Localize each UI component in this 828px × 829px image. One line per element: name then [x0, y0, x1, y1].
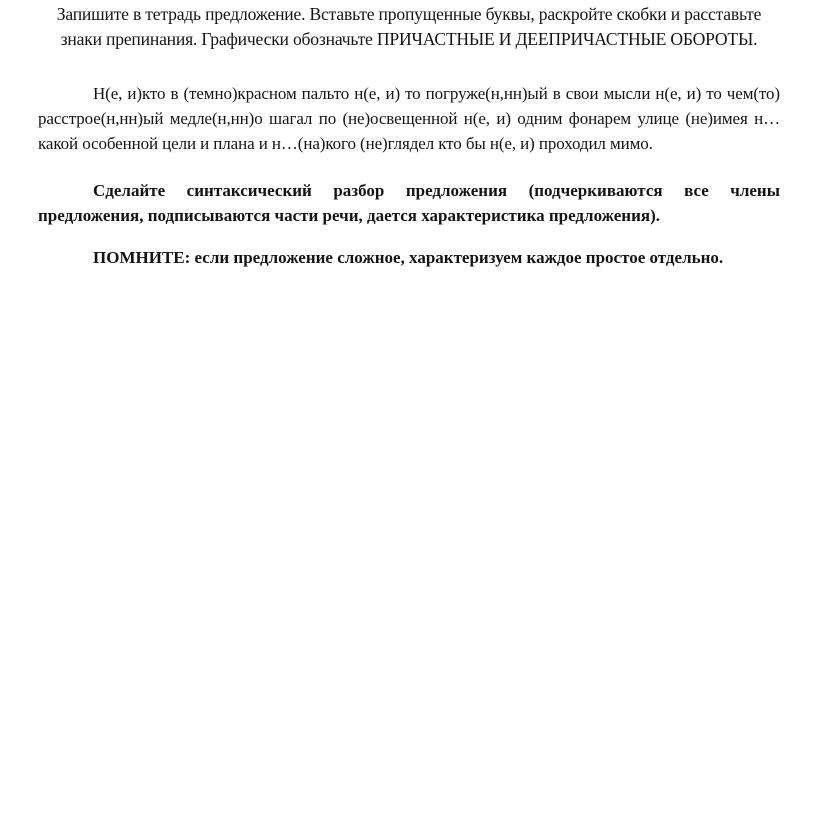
- parsing-task: Сделайте синтаксический разбор предложения (подчеркиваются все члены предложения, подписываются части речи, дается характеристика предложения).: [38, 181, 780, 225]
- document-page: [38, 0, 780, 270]
- reminder-note: ПОМНИТЕ: если предложение сложное, характеризуем каждое простое отдельно.: [93, 248, 724, 267]
- instruction-paragraph: Запишите в тетрадь предложение. Вставьте пропущенные буквы, раскройте скобки и расставьте знаки препинания. Графически обозначьте ПРИЧАСТНЫЕ И ДЕЕПРИЧАСТНЫЕ ОБОРОТЫ.: [56, 4, 762, 49]
- exercise-sentence: Н(е, и)кто в (темно)красном пальто н(е, и) то погруже(н,нн)ый в свои мысли н(е, и) то чем(то) расстрое(н,нн)ый медле(н,нн)о шагал по (не)освещенной н(е, и) одним фонарем улице (не)имея н…какой особенной цели и плана и н…(на)кого (не)глядел кто бы н(е, и) проходил мимо.: [38, 84, 780, 153]
